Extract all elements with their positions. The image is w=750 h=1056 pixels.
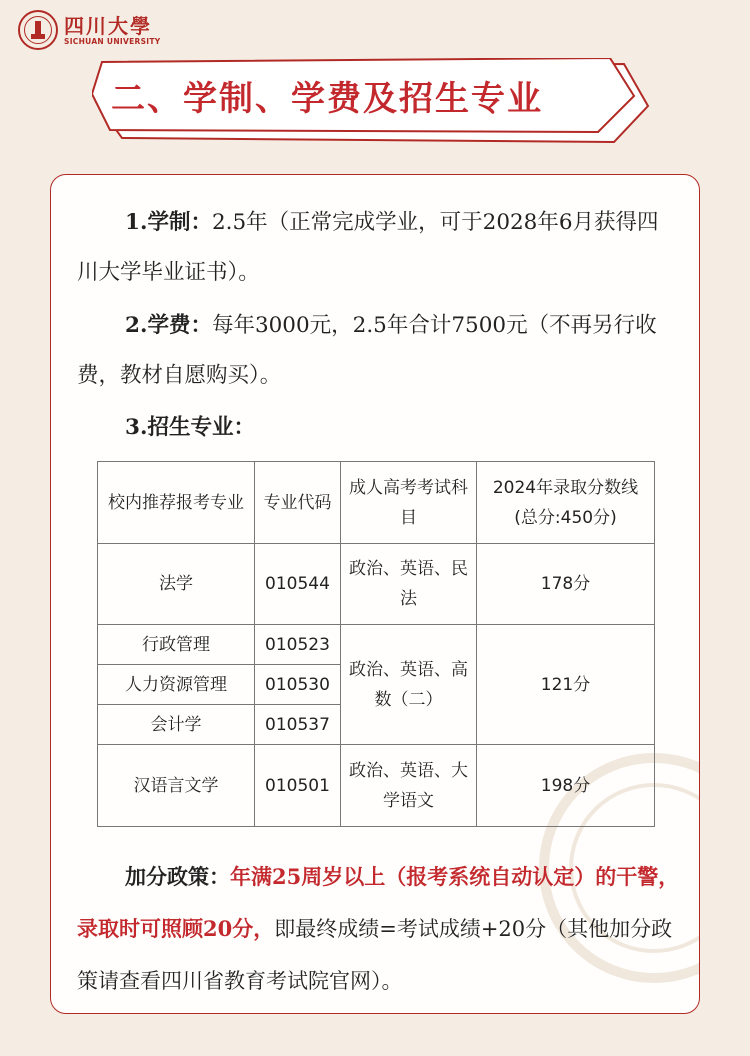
tuition-paragraph: [77, 301, 677, 401]
cell-major: 法学: [98, 544, 255, 625]
cell-subjects: 政治、英语、民法: [341, 544, 477, 625]
logo-name-cn: 四川大學: [64, 13, 152, 38]
cell-major: 行政管理: [98, 625, 255, 665]
duration-paragraph: [77, 198, 677, 298]
cell-code: 010544: [255, 544, 341, 625]
cell-score: 178分: [477, 544, 655, 625]
banner-title: 二、学制、学费及招生专业: [111, 78, 543, 119]
duration-text: 2.5年（正常完成学业，可于2028年6月获得四川大学毕业证书）。: [77, 210, 659, 285]
majors-table: [97, 461, 655, 827]
tuition-text: 每年3000元，2.5年合计7500元（不再另行收费，教材自愿购买）。: [77, 313, 657, 388]
cell-code: 010537: [255, 705, 341, 745]
duration-label: 1.学制：: [125, 210, 212, 235]
policy-text: 即最终成绩=考试成绩+20分（其他加分政策请查看四川省教育考试院官网）。: [77, 917, 673, 993]
table-header-row: [98, 462, 655, 544]
section-banner: [92, 58, 652, 146]
cell-major: 汉语言文学: [98, 745, 255, 827]
cell-code: 010530: [255, 665, 341, 705]
bonus-policy-paragraph: [77, 851, 687, 1007]
cell-code: 010523: [255, 625, 341, 665]
table-row: [98, 625, 655, 665]
cell-score: 121分: [477, 625, 655, 745]
header-code: 专业代码: [255, 462, 341, 544]
content-card: [50, 174, 700, 1014]
header-subjects: 成人高考考试科目: [341, 462, 477, 544]
table-row: [98, 745, 655, 827]
table-row: [98, 544, 655, 625]
majors-paragraph: [77, 403, 677, 453]
cell-major: 会计学: [98, 705, 255, 745]
university-logo: [18, 10, 161, 50]
university-seal-icon: [18, 10, 58, 50]
cell-code: 010501: [255, 745, 341, 827]
logo-name-en: SICHUAN UNIVERSITY: [64, 36, 161, 46]
cell-major: 人力资源管理: [98, 665, 255, 705]
header-major: 校内推荐报考专业: [98, 462, 255, 544]
tuition-label: 2.学费：: [125, 313, 212, 338]
cell-subjects: 政治、英语、大学语文: [341, 745, 477, 827]
header-score: 2024年录取分数线(总分:450分): [477, 462, 655, 544]
cell-subjects: 政治、英语、高数（二）: [341, 625, 477, 745]
cell-score: 198分: [477, 745, 655, 827]
policy-label: 加分政策：: [125, 864, 230, 889]
majors-label: 3.招生专业：: [125, 415, 255, 440]
policy-highlight: 年满25周岁以上（报考系统自动认定）的干警，录取时可照顾20分，: [77, 864, 680, 941]
